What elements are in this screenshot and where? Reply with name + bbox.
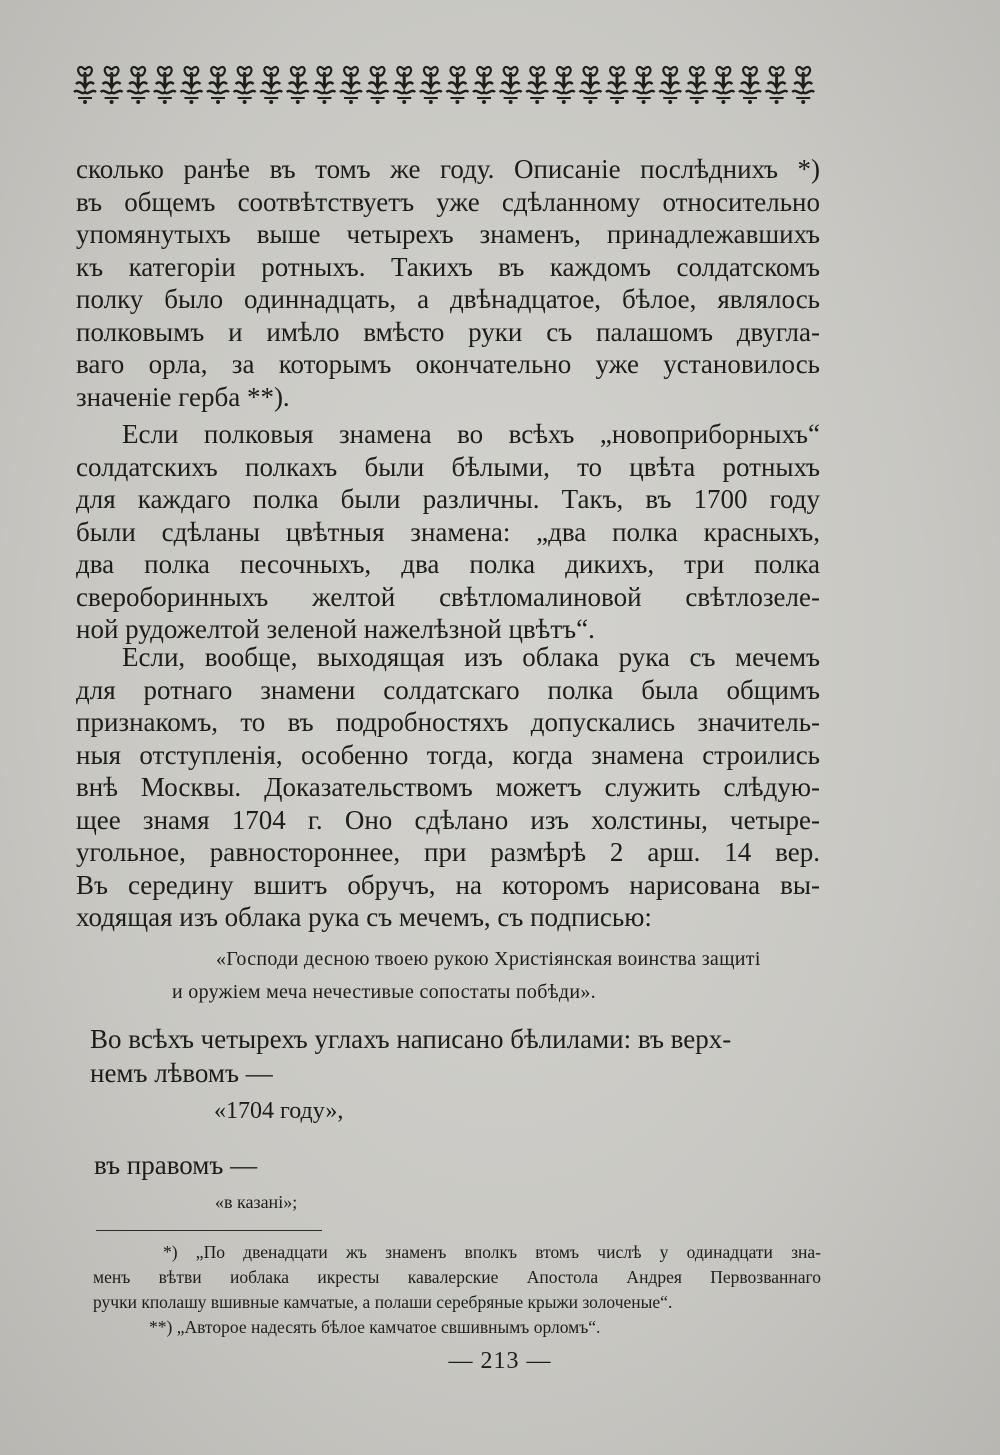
text-line: были сдѣланы цвѣтныя знамена: „два полка красныхъ,: [76, 516, 820, 547]
text-line: щее знамя 1704 г. Оно сдѣлано изъ холстины, четыре-: [76, 804, 820, 835]
text-line: полку было одиннадцать, а двѣнадцатое, бѣлое, являлось: [76, 284, 820, 314]
text-line: упомянутыхъ выше четырехъ знаменъ, принадлежавшихъ: [76, 219, 820, 249]
footnotes: [93, 1240, 821, 1340]
footnote-line: *) „По двенадцати жъ знаменъ вполкъ втомъ числѣ у одинадцати зна-: [163, 1242, 821, 1262]
paragraph-4: [90, 1022, 820, 1090]
text-line: свероборинныхъ желтой свѣтломалиновой свѣтлозеле-: [76, 581, 820, 612]
text-line: ваго орла, за которымъ окончательно уже установилось: [76, 349, 820, 379]
quote-line: и оружіем меча нечестивые сопостаты побѣди».: [172, 981, 596, 1003]
paragraph-2: [76, 418, 820, 646]
text-line: Во всѣхъ четырехъ углахъ написано бѣлилами: въ верх-: [90, 1024, 732, 1054]
banner-inscription-quote: [172, 943, 820, 1009]
paragraph-1: [76, 153, 820, 413]
text-line: Если полковыя знамена во всѣхъ „новоприборныхъ“: [122, 419, 820, 449]
page-number: — 213 —: [448, 1348, 552, 1374]
text-line: къ категоріи ротныхъ. Такихъ въ каждомъ солдатскомъ: [76, 251, 820, 282]
paragraph-5: въ правомъ —: [94, 1150, 258, 1180]
inscription-right: «в казані»;: [215, 1192, 298, 1212]
text-line: полковымъ и имѣло вмѣсто руки съ палашомъ двугла-: [76, 316, 820, 347]
text-line: сколько ранѣе въ томъ же году. Описаніе послѣднихъ *): [76, 154, 820, 184]
text-line: внѣ Москвы. Доказательствомъ можетъ служить слѣдую-: [76, 772, 820, 802]
text-line: солдатскихъ полкахъ были бѣлыми, то цвѣта ротныхъ: [76, 451, 820, 482]
quote-line: «Господи десною твоею рукою Христіянская воинства защиті: [216, 948, 761, 970]
footnote-line: **) „Авторое надесять бѣлое камчатое свшивнымъ орломъ“.: [149, 1317, 601, 1337]
text-line: угольное, равностороннее, при размѣрѣ 2 арш. 14 вер.: [76, 837, 820, 867]
text-line: для каждаго полка были различны. Такъ, въ 1700 году: [76, 484, 820, 514]
text-line: для ротнаго знамени солдатскаго полка была общимъ: [76, 674, 820, 705]
text-line: признакомъ, то въ подробностяхъ допускались значитель-: [76, 707, 820, 737]
text-line: немъ лѣвомъ —: [90, 1058, 273, 1088]
footnote-line: ручки кполашу вшивные камчатые, а полаши серебряные крыжи золоченые“.: [93, 1292, 673, 1312]
footnote-line: менъ вѣтви иоблака икресты кавалерские Апостола Андрея Первозваннаго: [93, 1267, 821, 1287]
footnote-divider: [96, 1230, 322, 1231]
paragraph-3: [76, 641, 820, 934]
text-line: Въ середину вшитъ обручъ, на которомъ нарисована вы-: [76, 869, 820, 900]
text-line: Если, вообще, выходящая изъ облака рука съ мечемъ: [122, 642, 820, 672]
text-line: ныя отступленія, особенно тогда, когда знамена строились: [76, 739, 820, 770]
text-line: ходящая изъ облака рука съ мечемъ, съ подписью:: [76, 902, 652, 932]
text-line: ной рудожелтой зеленой нажелѣзной цвѣтъ“.: [76, 614, 595, 644]
text-line: значеніе герба **).: [76, 381, 290, 412]
decorative-header-ornament: [72, 62, 818, 106]
text-line: два полка песочныхъ, два полка дикихъ, три полка: [76, 549, 820, 579]
text-line: въ общемъ соотвѣтствуетъ уже сдѣланному относительно: [76, 186, 820, 217]
inscription-upper-left: «1704 году»,: [214, 1098, 344, 1124]
